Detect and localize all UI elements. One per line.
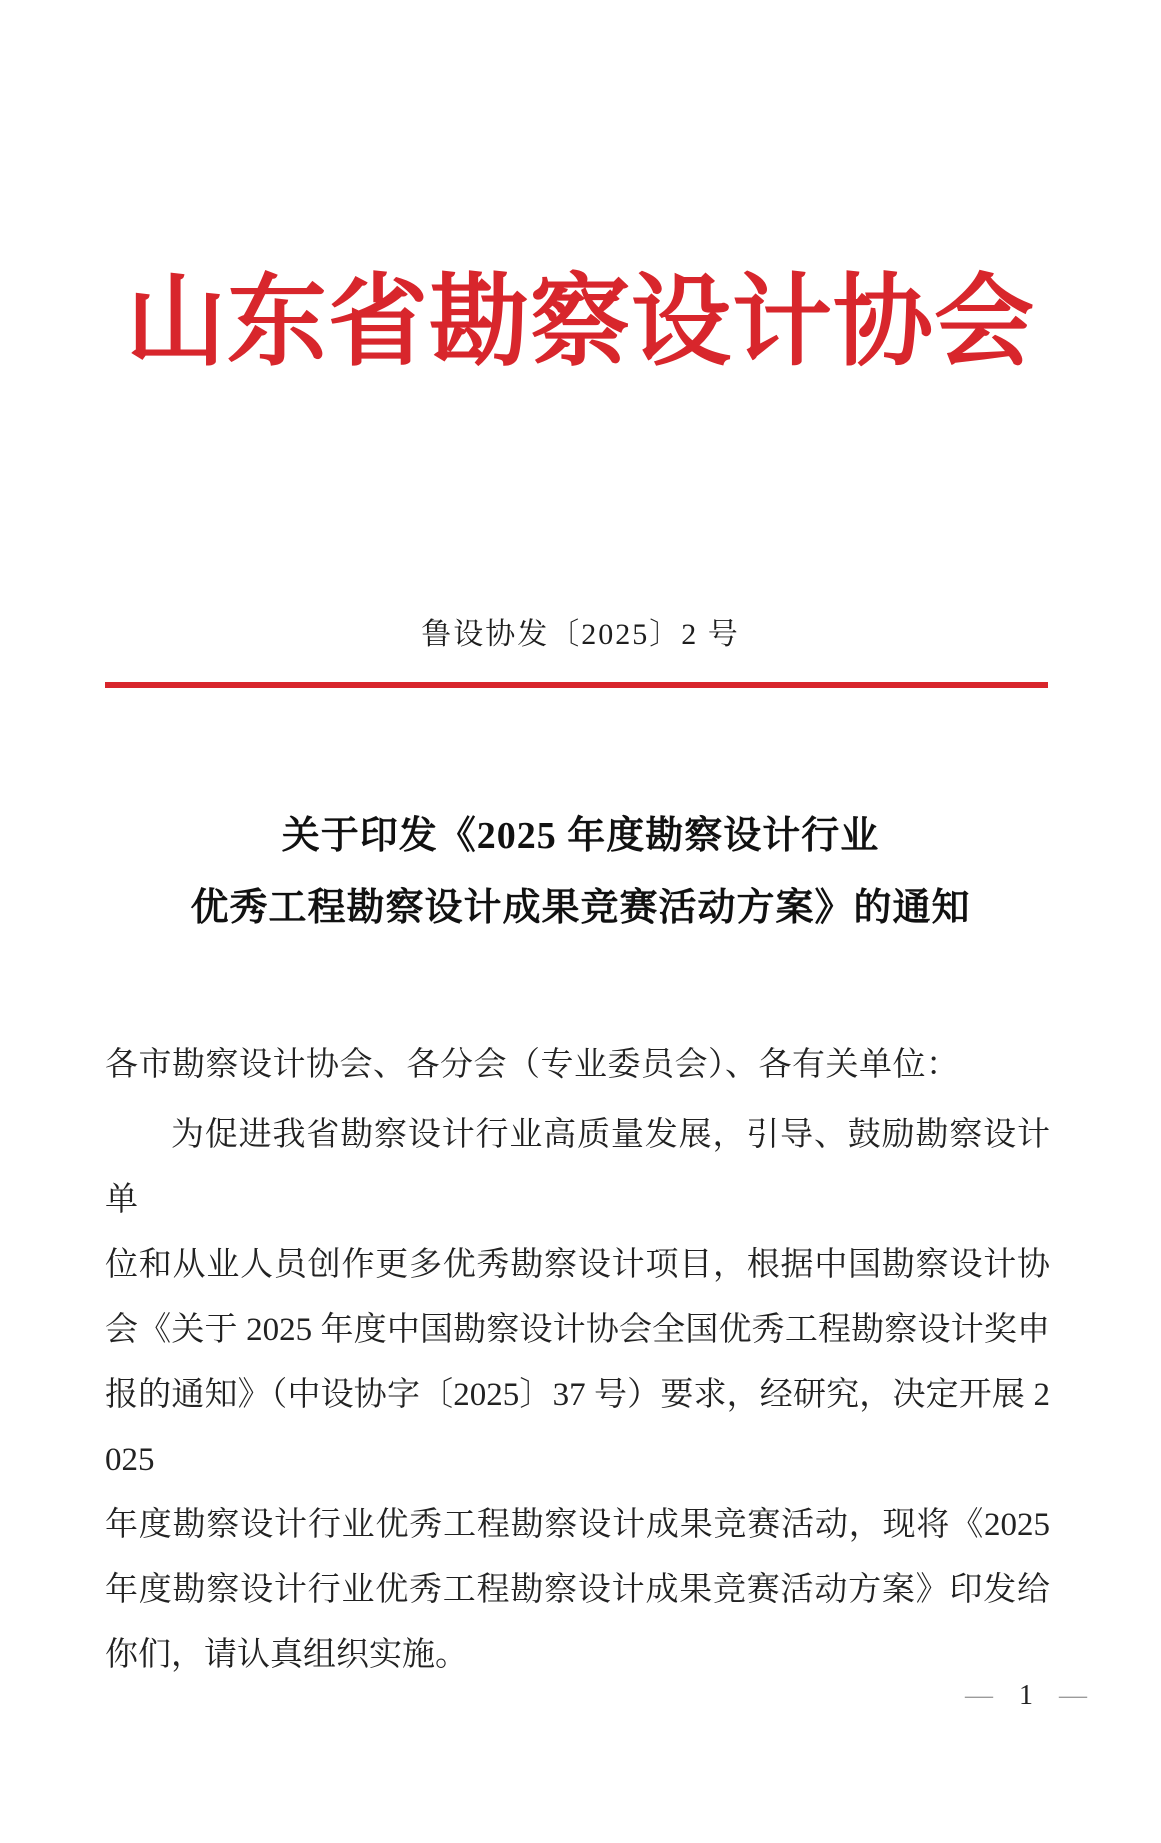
notice-title-line1: 关于印发《2025 年度勘察设计行业 bbox=[281, 815, 880, 857]
body-line: 年度勘察设计行业优秀工程勘察设计成果竞赛活动，现将《2025 bbox=[105, 1507, 1050, 1543]
body-paragraph bbox=[105, 1103, 1050, 1688]
footer-dash-right: — bbox=[1059, 1680, 1087, 1711]
body-line: 你们，请认真组织实施。 bbox=[105, 1637, 468, 1673]
org-header-title: 山东省勘察设计协会 bbox=[126, 267, 1035, 378]
notice-title-line2: 优秀工程勘察设计成果竞赛活动方案》的通知 bbox=[190, 887, 971, 929]
doc-number: 鲁设协发〔2025〕2 号 bbox=[421, 618, 740, 651]
page-footer bbox=[965, 1676, 1087, 1716]
body-line: 为促进我省勘察设计行业高质量发展，引导、鼓励勘察设计单 bbox=[105, 1117, 1050, 1218]
page-number: 1 bbox=[1019, 1680, 1033, 1711]
body-line: 年度勘察设计行业优秀工程勘察设计成果竞赛活动方案》印发给 bbox=[105, 1572, 1050, 1608]
footer-dash-left: — bbox=[965, 1680, 993, 1711]
body-line: 位和从业人员创作更多优秀勘察设计项目，根据中国勘察设计协 bbox=[105, 1247, 1050, 1283]
body-line: 报的通知》（中设协字〔2025〕37 号）要求，经研究，决定开展 2025 bbox=[105, 1377, 1050, 1478]
body-line: 会《关于 2025 年度中国勘察设计协会全国优秀工程勘察设计奖申 bbox=[105, 1312, 1050, 1348]
notice-title bbox=[0, 800, 1161, 944]
red-divider-line bbox=[105, 682, 1048, 688]
salutation-line: 各市勘察设计协会、各分会（专业委员会）、各有关单位： bbox=[105, 1047, 960, 1083]
